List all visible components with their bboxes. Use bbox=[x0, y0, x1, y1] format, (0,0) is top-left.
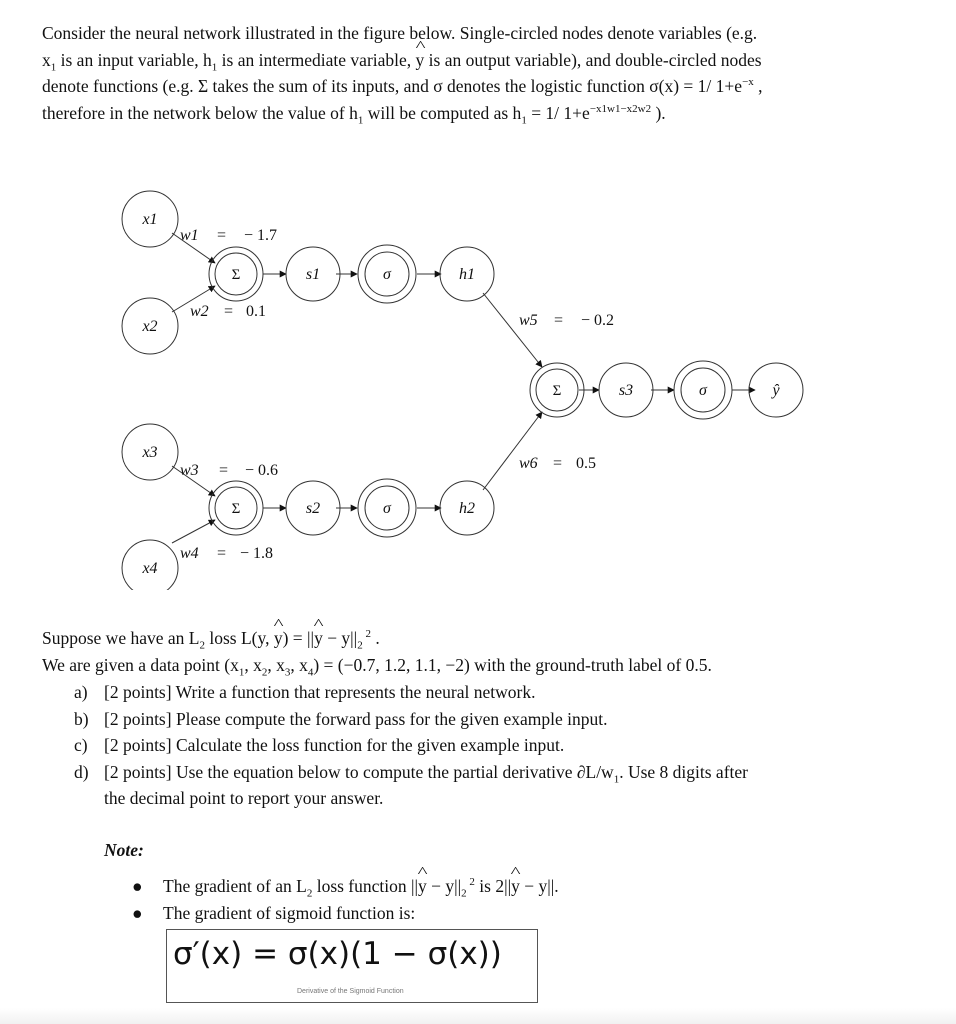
page-bottom-shadow bbox=[0, 1008, 956, 1024]
intro-line-1: Consider the neural network illustrated in the figure below. Single-circled nodes denote variables (e.g. bbox=[42, 23, 758, 43]
label-x4: x4 bbox=[142, 560, 158, 577]
sigmoid-derivative-formula: σ′(x) = σ(x)(1 − σ(x)) bbox=[173, 936, 502, 972]
weight-w6-name: w6 bbox=[519, 455, 538, 472]
svg-text:=: = bbox=[219, 462, 229, 479]
y-hat: ^ y bbox=[416, 47, 425, 74]
label-sig3: σ bbox=[699, 382, 707, 399]
bullet-dot: ● bbox=[132, 903, 143, 923]
intro-paragraph bbox=[42, 20, 763, 126]
edge-x4-sum2 bbox=[172, 520, 215, 543]
weight-w4-name: w4 bbox=[180, 545, 199, 562]
weight-w3-value: − 0.6 bbox=[245, 462, 279, 479]
svg-text:=: = bbox=[553, 455, 563, 472]
label-x2: x2 bbox=[142, 318, 158, 335]
label-sig1: σ bbox=[383, 266, 391, 283]
question-list bbox=[74, 679, 748, 812]
weight-w3-name: w3 bbox=[180, 462, 199, 479]
svg-text:=: = bbox=[224, 303, 234, 320]
label-sum1: Σ bbox=[231, 267, 241, 283]
bullet-dot: ● bbox=[132, 876, 143, 896]
label-sig2: σ bbox=[383, 500, 391, 517]
note-bullet-2: ● The gradient of sigmoid function is: bbox=[132, 900, 559, 927]
label-x1: x1 bbox=[142, 211, 158, 228]
question-a: a) [2 points] Write a function that represents the neural network. bbox=[74, 682, 536, 702]
weight-w6-value: 0.5 bbox=[576, 455, 596, 472]
note-bullet-1: ● The gradient of an $L_2$ loss function ||^ $y - y||_2$ $^2$ is 2||^ y − y||. bbox=[132, 873, 559, 900]
label-s2: s2 bbox=[305, 500, 321, 517]
formula-caption: Derivative of the Sigmoid Function bbox=[297, 988, 404, 995]
label-x3: x3 bbox=[142, 444, 158, 461]
intro-line-2: $x_1$ is an input variable, $h_1$ is an intermediate variable, ^ y is an output variable), and double-circled nodes bbox=[42, 47, 763, 74]
data-point-statement: We are given a data point ($x_1$, $x_2$, $x_3$, $x_4) = (-0.7$, 1.2, 1.1, −2) with the ground-truth label of 0.5. bbox=[42, 655, 712, 679]
intro-line-4: therefore in the network below the value of $h_1$ will be computed as $h_1 = 1/$ $1+e^{-x1w1-x2w2}$ ). bbox=[42, 102, 666, 126]
question-d: d) [2 points] Use the equation below to compute the partial derivative $\partial L/w_1$. Use 8 digits after bbox=[74, 761, 748, 785]
weight-w5-name: w5 bbox=[519, 312, 538, 329]
weight-w2-name: w2 bbox=[190, 303, 209, 320]
edge-h2-sum3 bbox=[483, 412, 542, 490]
question-c: c) [2 points] Calculate the loss function for the given example input. bbox=[74, 735, 565, 755]
weight-w1-value: − 1.7 bbox=[244, 227, 278, 244]
question-b: b) [2 points] Please compute the forward pass for the given example input. bbox=[74, 708, 608, 729]
weight-w4-value: − 1.8 bbox=[240, 545, 274, 562]
label-h1: h1 bbox=[459, 266, 475, 283]
svg-text:=: = bbox=[554, 312, 564, 329]
weight-w1-name: w1 bbox=[180, 227, 199, 244]
weight-w5-value: − 0.2 bbox=[581, 312, 615, 329]
label-sum2: Σ bbox=[231, 501, 241, 517]
edge-h1-sum3 bbox=[483, 293, 542, 367]
label-s3: s3 bbox=[618, 382, 634, 399]
sigmoid-derivative-formula-image bbox=[166, 929, 538, 1003]
neural-network-diagram bbox=[0, 150, 956, 590]
weight-w2-value: 0.1 bbox=[246, 303, 266, 320]
question-d-continued: the decimal point to report your answer. bbox=[104, 788, 384, 808]
label-s1: s1 bbox=[305, 266, 321, 283]
loss-statement: Suppose we have an $L_2$ loss L(y, ^ y) = ||^ $y - y||_2$ $^2$ . bbox=[42, 625, 380, 652]
note-bullets bbox=[132, 873, 559, 927]
label-yhat: ŷ bbox=[772, 382, 780, 399]
svg-text:=: = bbox=[217, 227, 227, 244]
svg-text:=: = bbox=[217, 545, 227, 562]
label-sum3: Σ bbox=[552, 383, 562, 399]
note-title: Note: bbox=[104, 840, 144, 860]
label-h2: h2 bbox=[459, 500, 475, 517]
intro-line-3: denote functions (e.g. Σ takes the sum of its inputs, and σ denotes the logistic function σ(x) = 1/ $1+e^{-x}$ , bbox=[42, 76, 763, 96]
